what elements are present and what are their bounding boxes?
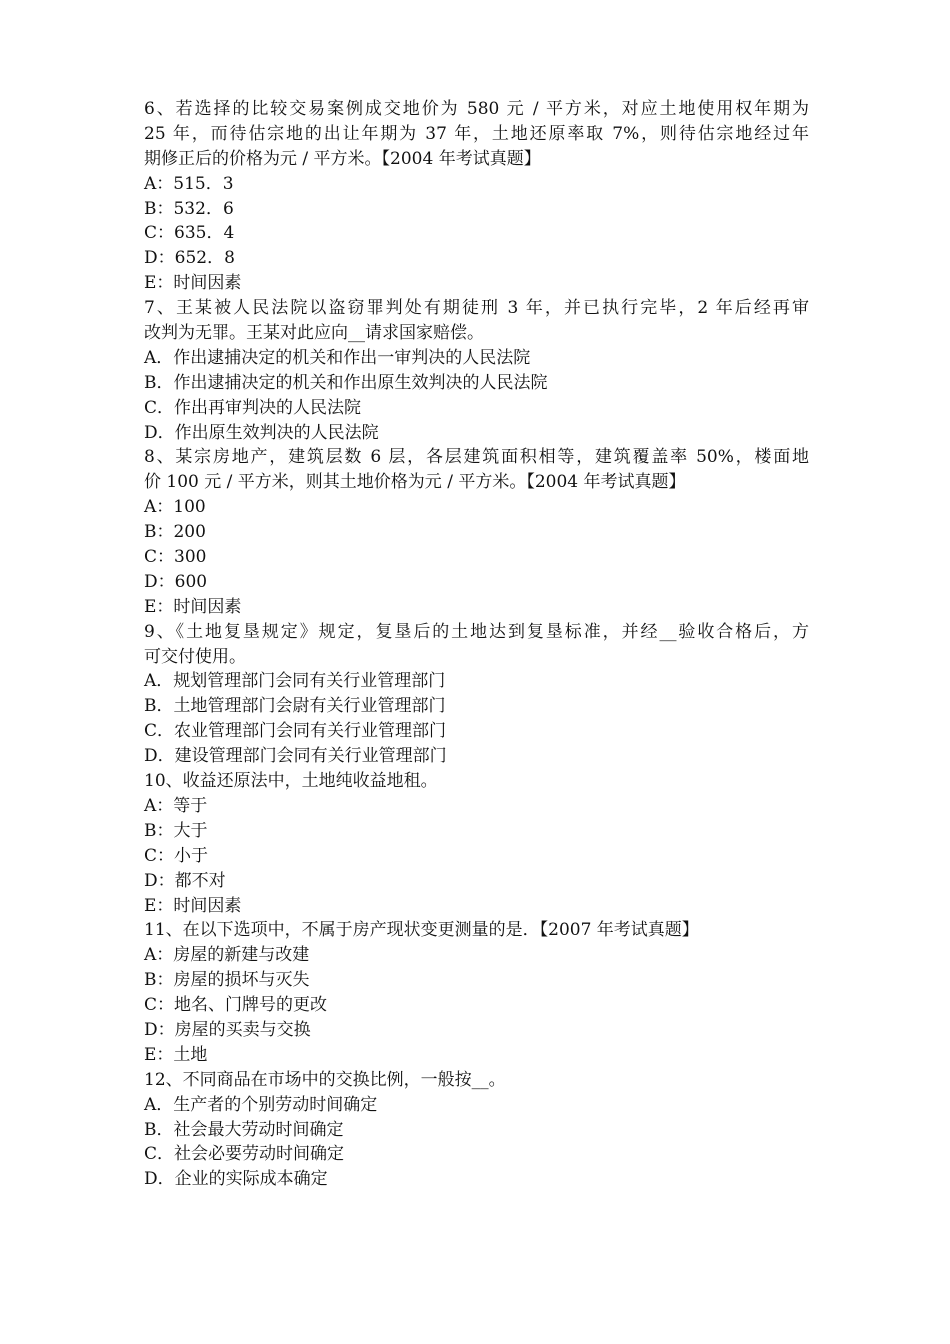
option-b: B．作出逮捕决定的机关和作出原生效判决的人民法院 <box>144 372 548 393</box>
option-e: E：时间因素 <box>144 895 242 916</box>
option-e: E：时间因素 <box>144 273 242 294</box>
option-d: D：600 <box>144 571 208 592</box>
option-b: B．社会最大劳动时间确定 <box>144 1119 344 1140</box>
option-a: A．规划管理部门会同有关行业管理部门 <box>144 671 446 692</box>
option-c: C：小于 <box>144 845 209 866</box>
option-d: D．作出原生效判决的人民法院 <box>144 422 379 443</box>
question-12 <box>144 1068 809 1192</box>
question-text-line: 期修正后的价格为元 / 平方米。【2004 年考试真题】 <box>144 148 541 169</box>
question-text-line: 11、在以下选项中，不属于房产现状变更测量的是．【2007 年考试真题】 <box>144 920 699 941</box>
option-a: A．生产者的个别劳动时间确定 <box>144 1094 378 1115</box>
question-10 <box>144 769 809 918</box>
option-d: D．建设管理部门会同有关行业管理部门 <box>144 746 447 767</box>
option-e: E：土地 <box>144 1044 208 1065</box>
question-text-line: 25 年，而待估宗地的出让年期为 37 年，土地还原率取 7%，则待估宗地经过年 <box>144 123 809 144</box>
option-d: D：房屋的买卖与交换 <box>144 1019 311 1040</box>
question-6 <box>144 97 809 296</box>
question-text-line: 10、收益还原法中，土地纯收益地租。 <box>144 771 438 792</box>
question-9 <box>144 620 809 769</box>
option-e: E：时间因素 <box>144 596 242 617</box>
option-c: C．作出再审判决的人民法院 <box>144 397 362 418</box>
question-text-line: 12、不同商品在市场中的交换比例，一般按__。 <box>144 1069 506 1090</box>
question-text-line: 价 100 元 / 平方米，则其土地价格为元 / 平方米。【2004 年考试真题】 <box>144 472 686 493</box>
option-a: A．作出逮捕决定的机关和作出一审判决的人民法院 <box>144 347 531 368</box>
option-c: C．社会必要劳动时间确定 <box>144 1144 345 1165</box>
option-c: C：300 <box>144 547 207 568</box>
option-d: D：652．8 <box>144 248 235 269</box>
option-b: B：200 <box>144 522 206 543</box>
option-c: C：地名、门牌号的更改 <box>144 995 328 1016</box>
question-text-line: 9、《土地复垦规定》规定，复垦后的土地达到复垦标准，并经__验收合格后，方 <box>144 621 809 642</box>
option-c: C．农业管理部门会同有关行业管理部门 <box>144 721 447 742</box>
question-7 <box>144 296 809 445</box>
question-text-line: 改判为无罪。王某对此应向__请求国家赔偿。 <box>144 323 484 344</box>
option-a: A：515．3 <box>144 173 234 194</box>
option-a: A：房屋的新建与改建 <box>144 945 310 966</box>
question-text-line: 8、某宗房地产，建筑层数 6 层，各层建筑面积相等，建筑覆盖率 50%，楼面地 <box>144 447 809 468</box>
question-text-line: 6、若选择的比较交易案例成交地价为 580 元 / 平方米，对应土地使用权年期为 <box>144 99 809 119</box>
question-11 <box>144 918 809 1067</box>
question-text-line: 7、王某被人民法院以盗窃罪判处有期徒刑 3 年，并已执行完毕，2 年后经再审 <box>144 298 809 319</box>
option-d: D．企业的实际成本确定 <box>144 1169 328 1190</box>
option-a: A：等于 <box>144 795 208 816</box>
exam-document <box>144 97 809 1192</box>
option-a: A：100 <box>144 497 206 518</box>
option-d: D：都不对 <box>144 870 226 891</box>
question-text-line: 可交付使用。 <box>144 646 246 667</box>
question-8 <box>144 445 809 619</box>
option-c: C：635．4 <box>144 223 235 244</box>
option-b: B．土地管理部门会尉有关行业管理部门 <box>144 696 446 717</box>
option-b: B：房屋的损坏与灭失 <box>144 970 310 991</box>
option-b: B：大于 <box>144 820 208 841</box>
option-b: B：532．6 <box>144 198 234 219</box>
